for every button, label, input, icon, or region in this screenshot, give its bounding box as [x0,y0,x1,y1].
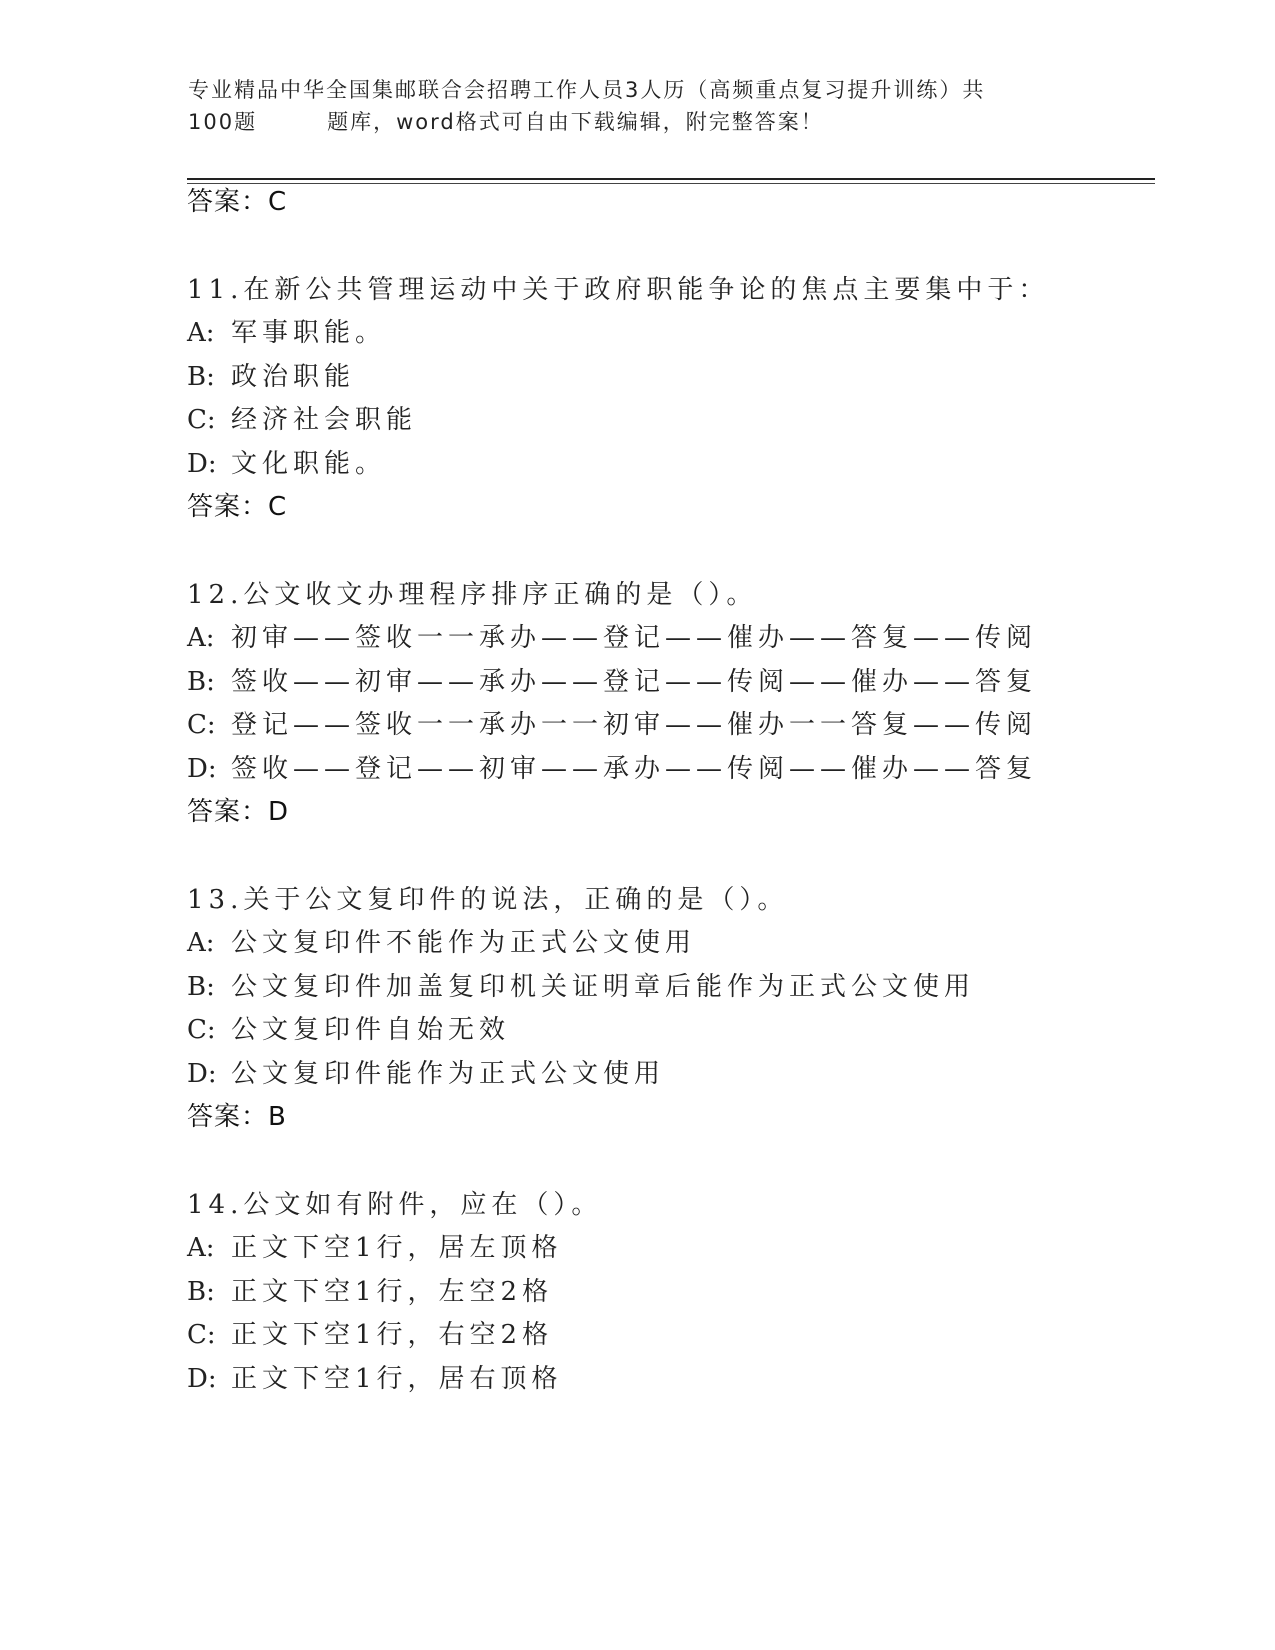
question-13-option-d: D: 公文复印件能作为正式公文使用 [187,1059,666,1089]
question-13-stem: 13.关于公文复印件的说法，正确的是（）。 [187,885,789,915]
question-14-option-c: C: 正文下空1行，右空2格 [187,1320,554,1350]
question-12-stem: 12.公文收文办理程序排序正确的是（）。 [187,580,758,610]
question-12-option-c: C: 登记——签收一一承办一一初审——催办一一答复——传阅 [187,710,1038,740]
header-line-2 [188,106,1068,138]
question-14-option-b: B: 正文下空1行，左空2格 [187,1277,554,1307]
question-13-option-a: A: 公文复印件不能作为正式公文使用 [187,928,697,958]
question-11-option-b: B: 政治职能 [187,362,356,392]
question-14-option-d: D: 正文下空1行，居右顶格 [187,1364,563,1394]
page-header [188,74,1068,138]
question-14-stem: 14.公文如有附件，应在（）。 [187,1190,603,1220]
question-11-option-a: A: 军事职能。 [187,318,387,348]
question-11-option-c: C: 经济社会职能 [187,405,418,435]
header-count: 100题 [188,110,258,134]
question-12-answer: 答案：D [187,797,290,827]
answer-previous: 答案：C [187,187,288,217]
question-11-answer: 答案：C [187,492,288,522]
header-rule-thin [187,183,1155,184]
header-rule-thick [187,178,1155,180]
question-12-option-a: A: 初审——签收一一承办——登记——催办——答复——传阅 [187,623,1038,653]
question-12-option-b: B: 签收——初审——承办——登记——传阅——催办——答复 [187,667,1038,697]
question-13-option-c: C: 公文复印件自始无效 [187,1015,511,1045]
header-description: 题库，word格式可自由下载编辑，附完整答案！ [327,110,824,134]
question-11-option-d: D: 文化职能。 [187,449,387,479]
question-12-option-d: D: 签收——登记——初审——承办——传阅——催办——答复 [187,754,1038,784]
question-11-stem: 11.在新公共管理运动中关于政府职能争论的焦点主要集中于： [187,275,1050,305]
header-line-1: 专业精品中华全国集邮联合会招聘工作人员3人历（高频重点复习提升训练）共 [188,78,986,102]
question-13-answer: 答案：B [187,1102,287,1132]
question-13-option-b: B: 公文复印件加盖复印机关证明章后能作为正式公文使用 [187,972,976,1002]
question-14-option-a: A: 正文下空1行，居左顶格 [187,1233,563,1263]
